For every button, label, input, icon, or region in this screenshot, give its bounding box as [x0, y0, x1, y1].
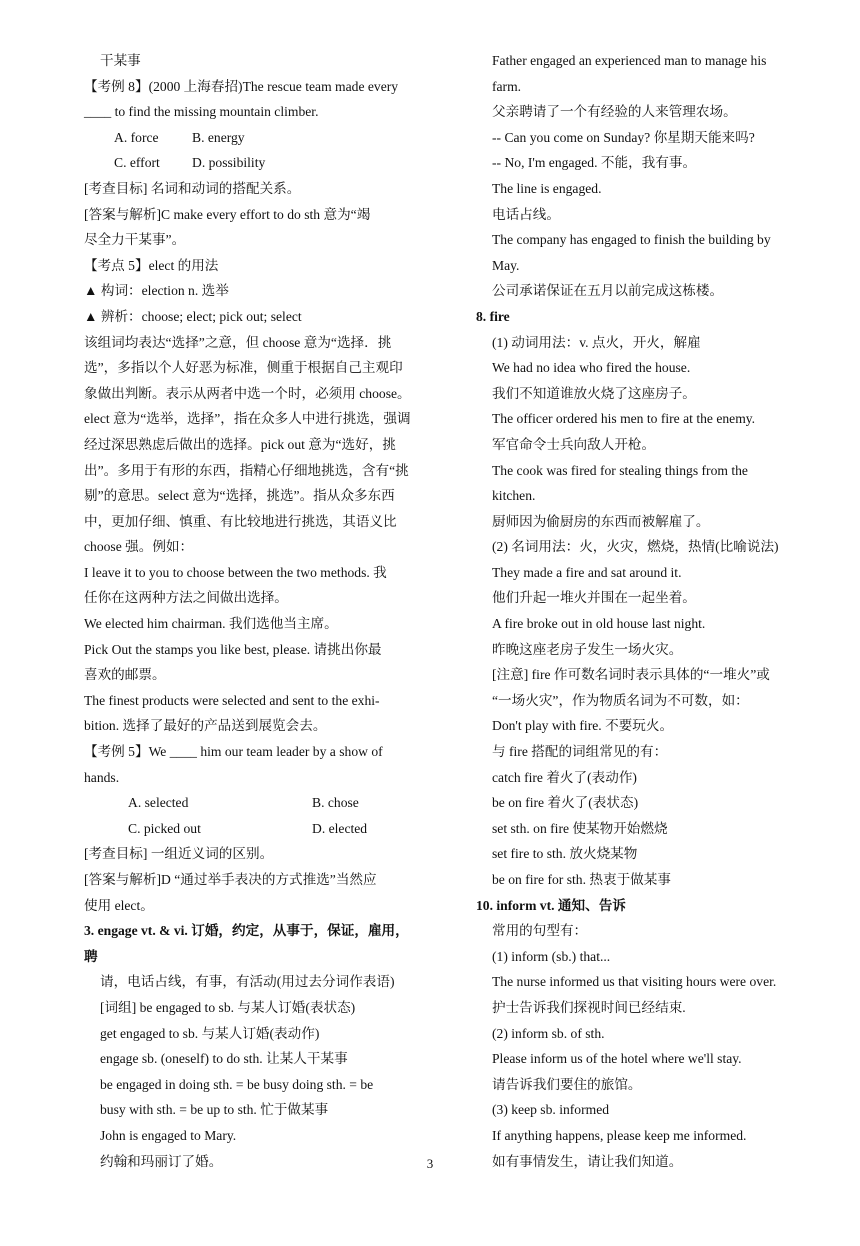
answer-options: [84, 150, 444, 176]
text-line: 公司承诺保证在五月以前完成这栋楼。: [492, 283, 724, 299]
text-line: Father engaged an experienced man to manage his: [492, 53, 767, 68]
text-line: get engaged to sb. 与某人订婚(表动作): [100, 1025, 320, 1041]
left-column: [84, 48, 444, 1174]
answer-option: B. chose: [312, 795, 359, 811]
answer-option: B. energy: [192, 129, 245, 145]
text-line: Don't play with fire. 不要玩火。: [492, 718, 674, 734]
text-line: 尽全力干某事”。: [84, 232, 186, 248]
text-line: ▲ 构词：election n. 选举: [84, 283, 229, 299]
text-line: 厨师因为偷厨房的东西而被解雇了。: [492, 513, 710, 529]
answer-option: D. elected: [312, 820, 368, 836]
text-line: [词组] be engaged to sb. 与某人订婚(表状态): [100, 999, 356, 1015]
text-line: The finest products were selected and sent to the exhi-: [84, 692, 380, 708]
text-line: 经过深思熟虑后做出的选择。pick out 意为“选好，挑: [84, 436, 396, 452]
answer-option: A. selected: [128, 795, 189, 811]
text-line: [答案与解析]D “通过举手表决的方式推选”当然应: [84, 872, 377, 887]
text-line: 请告诉我们要住的旅馆。: [492, 1076, 642, 1092]
text-line: 选”，多指以个人好恶为标准，侧重于根据自己主观印: [84, 360, 403, 376]
page-number: 3: [426, 1156, 434, 1171]
text-line: 我们不知道谁放火烧了这座房子。: [492, 385, 696, 401]
text-line: John is engaged to Mary.: [100, 1127, 237, 1143]
text-line: set fire to sth. 放火烧某物: [492, 846, 638, 862]
text-line: ▲ 辨析：choose; elect; pick out; select: [84, 308, 302, 324]
text-line: engage sb. (oneself) to do sth. 让某人干某事: [100, 1051, 348, 1067]
text-line: hands.: [84, 769, 120, 785]
text-line: They made a fire and sat around it.: [492, 564, 682, 580]
text-line: The line is engaged.: [492, 180, 602, 196]
text-line: “一场火灾”，作为物质名词为不可数，如：: [492, 692, 749, 708]
text-line: The cook was fired for stealing things from the: [492, 462, 748, 478]
section-heading: 聘: [84, 948, 98, 964]
text-line: set sth. on fire 使某物开始燃烧: [492, 820, 668, 836]
text-line: 剔”的意思。select 意为“选择，挑选”。指从众多东西: [84, 488, 395, 504]
text-line: kitchen.: [492, 488, 536, 504]
text-line: The officer ordered his men to fire at the enemy.: [492, 411, 756, 427]
text-line: 干某事: [100, 53, 141, 68]
text-line: 如有事情发生，请让我们知道。: [492, 1153, 683, 1169]
text-line: 他们升起一堆火并围在一起坐着。: [492, 590, 696, 606]
answer-option: A. force: [114, 129, 159, 145]
text-line: [考查目标] 名词和动词的搭配关系。: [84, 180, 301, 196]
section-heading: 10. inform vt. 通知、告诉: [476, 897, 626, 913]
section-heading: 8. fire: [476, 308, 510, 324]
text-line: We had no idea who fired the house.: [492, 360, 691, 376]
text-line: 与 fire 搭配的词组常见的有：: [492, 744, 668, 760]
answer-options: [84, 790, 444, 816]
text-line: 该组词均表达“选择”之意，但 choose 意为“选择．挑: [84, 334, 392, 350]
text-line: 请，电话占线，有事，有活动(用过去分词作表语): [100, 974, 395, 990]
text-line: We elected him chairman. 我们选他当主席。: [84, 616, 338, 632]
text-line: 【考点 5】elect 的用法: [84, 257, 219, 273]
text-line: be engaged in doing sth. = be busy doing sth. = be: [100, 1076, 374, 1092]
text-line: busy with sth. = be up to sth. 忙于做某事: [100, 1102, 329, 1118]
text-line: (2) 名词用法：火，火灾，燃烧，热情(比喻说法): [492, 539, 779, 555]
text-line: 使用 elect。: [84, 897, 154, 913]
text-line: choose 强。例如：: [84, 539, 194, 555]
text-line: Please inform us of the hotel where we'll stay.: [492, 1051, 742, 1067]
text-line: catch fire 着火了(表动作): [492, 769, 637, 785]
answer-option: C. picked out: [128, 820, 201, 836]
text-line: ____ to find the missing mountain climber.: [84, 104, 319, 120]
text-line: 父亲聘请了一个有经验的人来管理农场。: [492, 104, 737, 120]
text-line: If anything happens, please keep me informed.: [492, 1127, 747, 1143]
text-line: 常用的句型有：: [492, 923, 588, 939]
text-line: elect 意为“选举，选择”，指在众多人中进行挑选，强调: [84, 411, 411, 427]
text-line: farm.: [492, 78, 522, 94]
text-line: 电话占线。: [492, 206, 560, 222]
text-line: 【考例 5】We ____ him our team leader by a show of: [84, 744, 383, 760]
text-line: (3) keep sb. informed: [492, 1102, 610, 1118]
text-line: -- No, I'm engaged. 不能，我有事。: [492, 155, 697, 171]
right-column: [476, 48, 806, 1174]
text-line: [注意] fire 作可数名词时表示具体的“一堆火”或: [492, 667, 770, 683]
text-line: 昨晚这座老房子发生一场火灾。: [492, 641, 683, 657]
text-line: 【考例 8】(2000 上海春招)The rescue team made every: [84, 78, 399, 94]
text-line: [考查目标] 一组近义词的区别。: [84, 846, 274, 862]
text-line: The company has engaged to finish the building by: [492, 232, 771, 248]
answer-option: D. possibility: [192, 155, 266, 171]
answer-option: C. effort: [114, 155, 160, 171]
answer-options: [84, 125, 444, 151]
text-line: -- Can you come on Sunday? 你星期天能来吗?: [492, 129, 755, 145]
text-line: 护士告诉我们探视时间已经结束.: [492, 999, 686, 1015]
text-line: be on fire for sth. 热衷于做某事: [492, 872, 671, 887]
text-line: 出”。多用于有形的东西，指精心仔细地挑选，含有“挑: [84, 462, 409, 478]
text-line: 约翰和玛丽订了婚。: [100, 1153, 223, 1169]
text-line: [答案与解析]C make every effort to do sth 意为“竭: [84, 206, 371, 222]
answer-options: [84, 816, 444, 842]
text-line: (1) inform (sb.) that...: [492, 948, 611, 964]
text-line: (1) 动词用法：v. 点火，开火，解雇: [492, 334, 701, 350]
text-line: Pick Out the stamps you like best, please. 请挑出你最: [84, 641, 382, 657]
section-heading: 3. engage vt. & vi. 订婚，约定，从事于，保证，雇用，: [84, 923, 409, 939]
text-line: (2) inform sb. of sth.: [492, 1025, 605, 1041]
text-line: The nurse informed us that visiting hours were over.: [492, 974, 777, 990]
text-line: 军官命令士兵向敌人开枪。: [492, 436, 656, 452]
text-line: 象做出判断。表示从两者中选一个时，必须用 choose。: [84, 385, 411, 401]
text-line: I leave it to you to choose between the two methods. 我: [84, 564, 387, 580]
text-line: May.: [492, 257, 520, 273]
text-line: 中，更加仔细、慎重、有比较地进行挑选，其语义比: [84, 513, 397, 529]
text-line: 任你在这两种方法之间做出选择。: [84, 590, 288, 606]
text-line: be on fire 着火了(表状态): [492, 795, 639, 811]
text-line: 喜欢的邮票。: [84, 667, 166, 683]
text-line: A fire broke out in old house last night.: [492, 616, 706, 632]
text-line: bition. 选择了最好的产品送到展览会去。: [84, 718, 327, 734]
